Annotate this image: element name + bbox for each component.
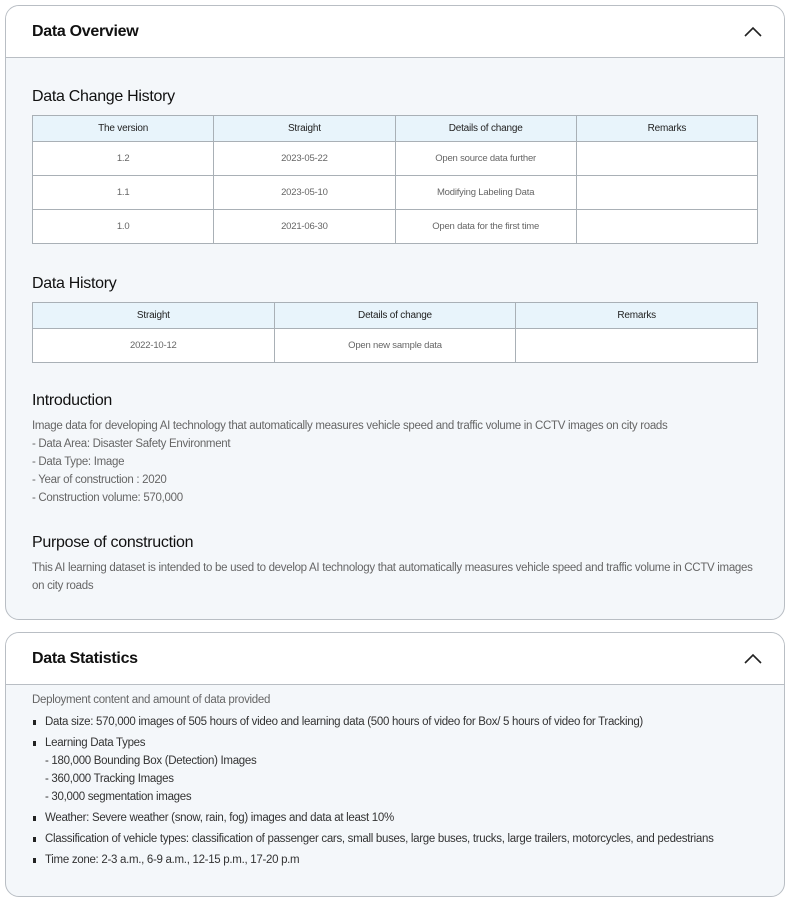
column-header: Straight [33, 303, 275, 329]
intro-line: - Year of construction : 2020 [32, 474, 167, 486]
column-header: Remarks [516, 303, 758, 329]
table-header-row [33, 116, 758, 142]
panel-title: Data Overview [32, 22, 139, 40]
list-item-text: Learning Data Types [45, 737, 146, 749]
list-item [32, 713, 758, 731]
intro-line: - Construction volume: 570,000 [32, 492, 183, 504]
table-row [33, 176, 758, 210]
table-row [33, 329, 758, 363]
section-title-change-history: Data Change History [32, 88, 175, 105]
column-header: Straight [214, 116, 395, 142]
list-item [32, 809, 758, 827]
cell-version: 1.1 [33, 176, 214, 210]
bullet-icon [33, 720, 36, 725]
data-overview-panel [5, 5, 785, 620]
data-statistics-header[interactable] [6, 633, 784, 685]
cell-details: Open source data further [395, 142, 576, 176]
cell-remarks [516, 329, 758, 363]
chevron-up-icon[interactable] [742, 21, 764, 43]
bullet-icon [33, 816, 36, 821]
introduction-text [32, 417, 758, 507]
column-header: The version [33, 116, 214, 142]
bullet-icon [33, 858, 36, 863]
change-history-table [32, 115, 758, 244]
list-item-text: Classification of vehicle types: classification of passenger cars, small buses, large buses, trucks, large trailers, motorcycles, and pedestrians [45, 833, 714, 845]
data-overview-body [6, 87, 784, 595]
cell-version: 1.0 [33, 210, 214, 244]
cell-date: 2023-05-10 [214, 176, 395, 210]
cell-details: Modifying Labeling Data [395, 176, 576, 210]
list-item [32, 830, 758, 848]
section-title-data-history: Data History [32, 275, 117, 292]
cell-details: Open data for the first time [395, 210, 576, 244]
cell-date: 2022-10-12 [33, 329, 275, 363]
column-header: Details of change [395, 116, 576, 142]
column-header: Details of change [274, 303, 516, 329]
list-subitem: - 30,000 segmentation images [45, 791, 192, 803]
cell-date: 2023-05-22 [214, 142, 395, 176]
data-statistics-panel [5, 632, 785, 897]
intro-line: - Data Type: Image [32, 456, 125, 468]
cell-date: 2021-06-30 [214, 210, 395, 244]
list-subitem: - 360,000 Tracking Images [45, 773, 174, 785]
cell-remarks [576, 210, 757, 244]
table-row [33, 210, 758, 244]
list-item-text: Data size: 570,000 images of 505 hours of video and learning data (500 hours of video for Box/ 5 hours of video for Tracking) [45, 716, 643, 728]
data-statistics-body [6, 692, 784, 869]
purpose-text: This AI learning dataset is intended to be used to develop AI technology that automatically measures vehicle speed and traffic volume in CCTV images on city roads [32, 562, 753, 592]
list-item-text: Weather: Severe weather (snow, rain, fog) images and data at least 10% [45, 812, 394, 824]
data-overview-header[interactable] [6, 6, 784, 58]
stats-caption: Deployment content and amount of data provided [32, 694, 271, 706]
stats-list [32, 713, 758, 869]
table-header-row [33, 303, 758, 329]
panel-title: Data Statistics [32, 649, 138, 667]
section-title-introduction: Introduction [32, 392, 113, 409]
cell-details: Open new sample data [274, 329, 516, 363]
data-history-table [32, 302, 758, 363]
cell-remarks [576, 142, 757, 176]
table-row [33, 142, 758, 176]
list-item [32, 851, 758, 869]
section-title-purpose: Purpose of construction [32, 534, 194, 551]
list-subitem: - 180,000 Bounding Box (Detection) Images [45, 755, 257, 767]
bullet-icon [33, 837, 36, 842]
intro-line: Image data for developing AI technology that automatically measures vehicle speed and traffic volume in CCTV images on city roads [32, 420, 668, 432]
cell-version: 1.2 [33, 142, 214, 176]
list-item [32, 734, 758, 806]
column-header: Remarks [576, 116, 757, 142]
bullet-icon [33, 741, 36, 746]
list-item-text: Time zone: 2-3 a.m., 6-9 a.m., 12-15 p.m., 17-20 p.m [45, 854, 300, 866]
chevron-up-icon[interactable] [742, 648, 764, 670]
intro-line: - Data Area: Disaster Safety Environment [32, 438, 231, 450]
cell-remarks [576, 176, 757, 210]
